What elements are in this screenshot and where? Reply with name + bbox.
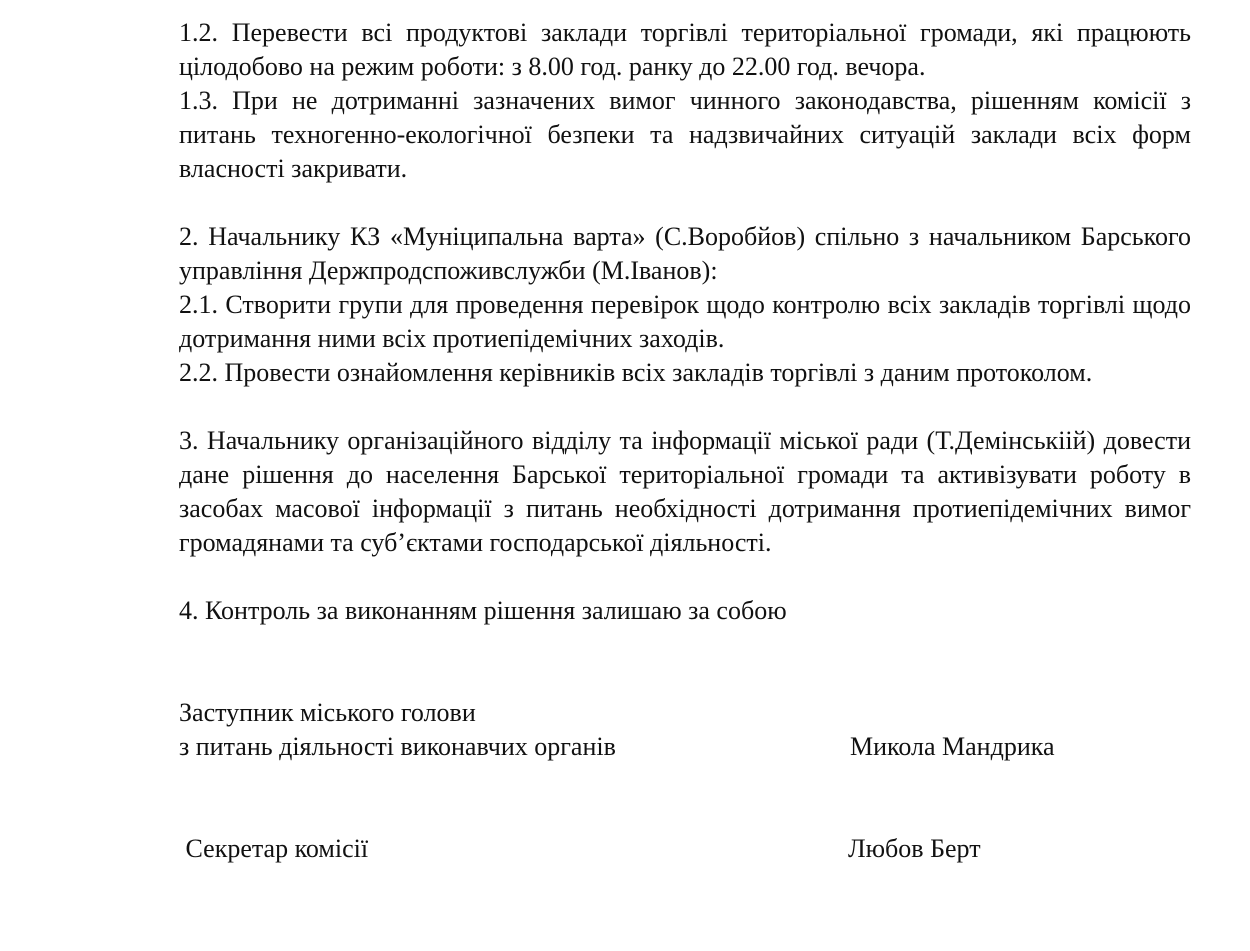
deputy-name: Микола Мандрика (850, 732, 1055, 761)
secretary-name: Любов Берт (848, 834, 981, 863)
deputy-title-row-1 (179, 696, 1191, 730)
item-1-2: 1.2. Перевести всі продуктові заклади торгівлі територіальної громади, які працюють цілодобово на режим роботи: з 8.00 год. ранку до 22.00 год. вечора. (179, 18, 1191, 81)
deputy-title-line-2: з питань діяльності виконавчих органів (179, 732, 616, 761)
spacer (179, 390, 1191, 424)
deputy-title-line-1: Заступник міського голови (179, 698, 476, 727)
spacer (179, 186, 1191, 220)
item-2-1: 2.1. Створити групи для проведення перевірок щодо контролю всіх закладів торгівлі щодо дотримання ними всіх протиепідемічних заходів. (179, 290, 1191, 353)
secretary-row (179, 832, 1191, 866)
spacer (179, 628, 1191, 696)
deputy-title-row-2 (179, 730, 1191, 764)
item-1-3: 1.3. При не дотриманні зазначених вимог чинного законодавства, рішенням комісії з питань техногенно-екологічної безпеки та надзвичайних ситуацій заклади всіх форм власності закривати. (179, 86, 1191, 183)
item-3: 3. Начальнику організаційного відділу та інформації міської ради (Т.Демінськіій) довести дане рішення до населення Барської територіальної громади та активізувати роботу в засобах масової інформації з питань необхідності дотримання протиепідемічних вимог громадянами та суб’єктами господарської діяльності. (179, 426, 1191, 557)
spacer (179, 560, 1191, 594)
document-page (179, 16, 1191, 866)
item-2: 2. Начальнику КЗ «Муніципальна варта» (С.Воробйов) спільно з начальником Барського управління Держпродспоживслужби (М.Іванов): (179, 222, 1191, 285)
secretary-title: Секретар комісії (179, 834, 369, 863)
item-4: 4. Контроль за виконанням рішення залишаю за собою (179, 596, 787, 625)
item-2-2: 2.2. Провести ознайомлення керівників всіх закладів торгівлі з даним протоколом. (179, 358, 1093, 387)
spacer (179, 764, 1191, 832)
